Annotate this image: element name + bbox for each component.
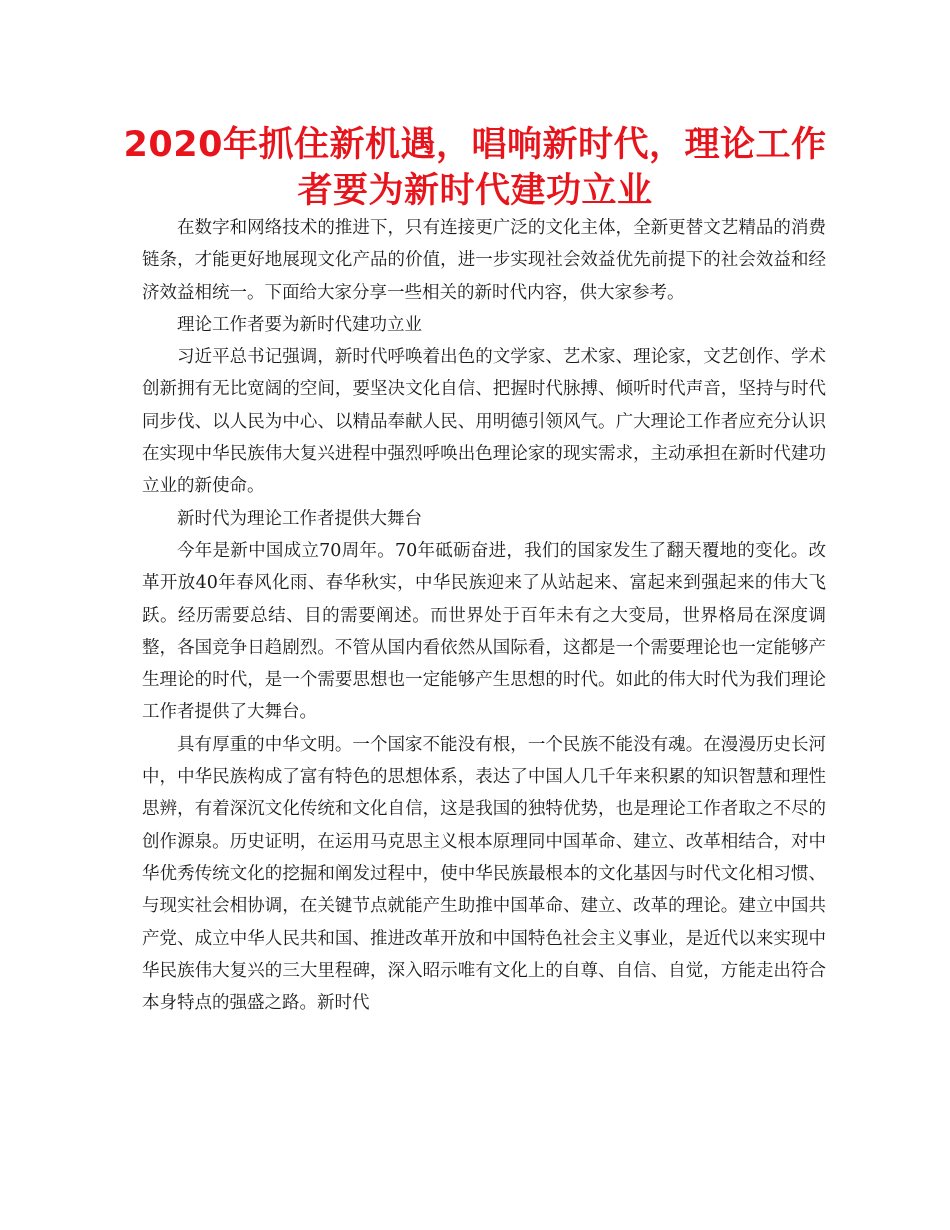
document-body <box>142 212 826 1019</box>
section-heading: 新时代为理论工作者提供大舞台 <box>177 508 422 529</box>
body-paragraph: 习近平总书记强调，新时代呼唤着出色的文学家、艺术家、理论家，文艺创作、学术创新拥有无比宽阔的空间，要坚决文化自信、把握时代脉搏、倾听时代声音，坚持与时代同步伐、以人民为中心、以精品奉献人民、用明德引领风气。广大理论工作者应充分认识在实现中华民族伟大复兴进程中强烈呼唤出色理论家的现实需求，主动承担在新时代建功立业的新使命。 <box>142 347 826 497</box>
document-title: 2020年抓住新机遇，唱响新时代，理论工作者要为新时代建功立业 <box>123 125 827 211</box>
intro-paragraph: 在数字和网络技术的推进下，只有连接更广泛的文化主体，全新更替文艺精品的消费链条，才能更好地展现文化产品的价值，进一步实现社会效益优先前提下的社会效益和经济效益相统一。下面给大家分享一些相关的新时代内容，供大家参考。 <box>142 218 826 303</box>
body-paragraph: 具有厚重的中华文明。一个国家不能没有根，一个民族不能没有魂。在漫漫历史长河中，中华民族构成了富有特色的思想体系，表达了中国人几千年来积累的知识智慧和理性思辨，有着深沉文化传统和文化自信，这是我国的独特优势，也是理论工作者取之不尽的创作源泉。历史证明，在运用马克思主义根本原理同中国革命、建立、改革相结合，对中华优秀传统文化的挖掘和阐发过程中，使中华民族最根本的文化基因与时代文化相习惯、与现实社会相协调，在关键节点就能产生助推中国革命、建立、改革的理论。建立中国共产党、成立中华人民共和国、推进改革开放和中国特色社会主义事业，是近代以来实现中华民族伟大复兴的三大里程碑，深入昭示唯有文化上的自尊、自信、自觉，方能走出符合本身特点的强盛之路。新时代 <box>142 734 826 1014</box>
section-heading: 理论工作者要为新时代建功立业 <box>177 314 422 335</box>
body-paragraph: 今年是新中国成立70周年。70年砥砺奋进，我们的国家发生了翻天覆地的变化。改革开放40年春风化雨、春华秋实，中华民族迎来了从站起来、富起来到强起来的伟大飞跃。经历需要总结、目的需要阐述。而世界处于百年未有之大变局，世界格局在深度调整，各国竞争日趋剧烈。不管从国内看依然从国际看，这都是一个需要理论也一定能够产生理论的时代，是一个需要思想也一定能够产生思想的时代。如此的伟大时代为我们理论工作者提供了大舞台。 <box>142 540 826 723</box>
